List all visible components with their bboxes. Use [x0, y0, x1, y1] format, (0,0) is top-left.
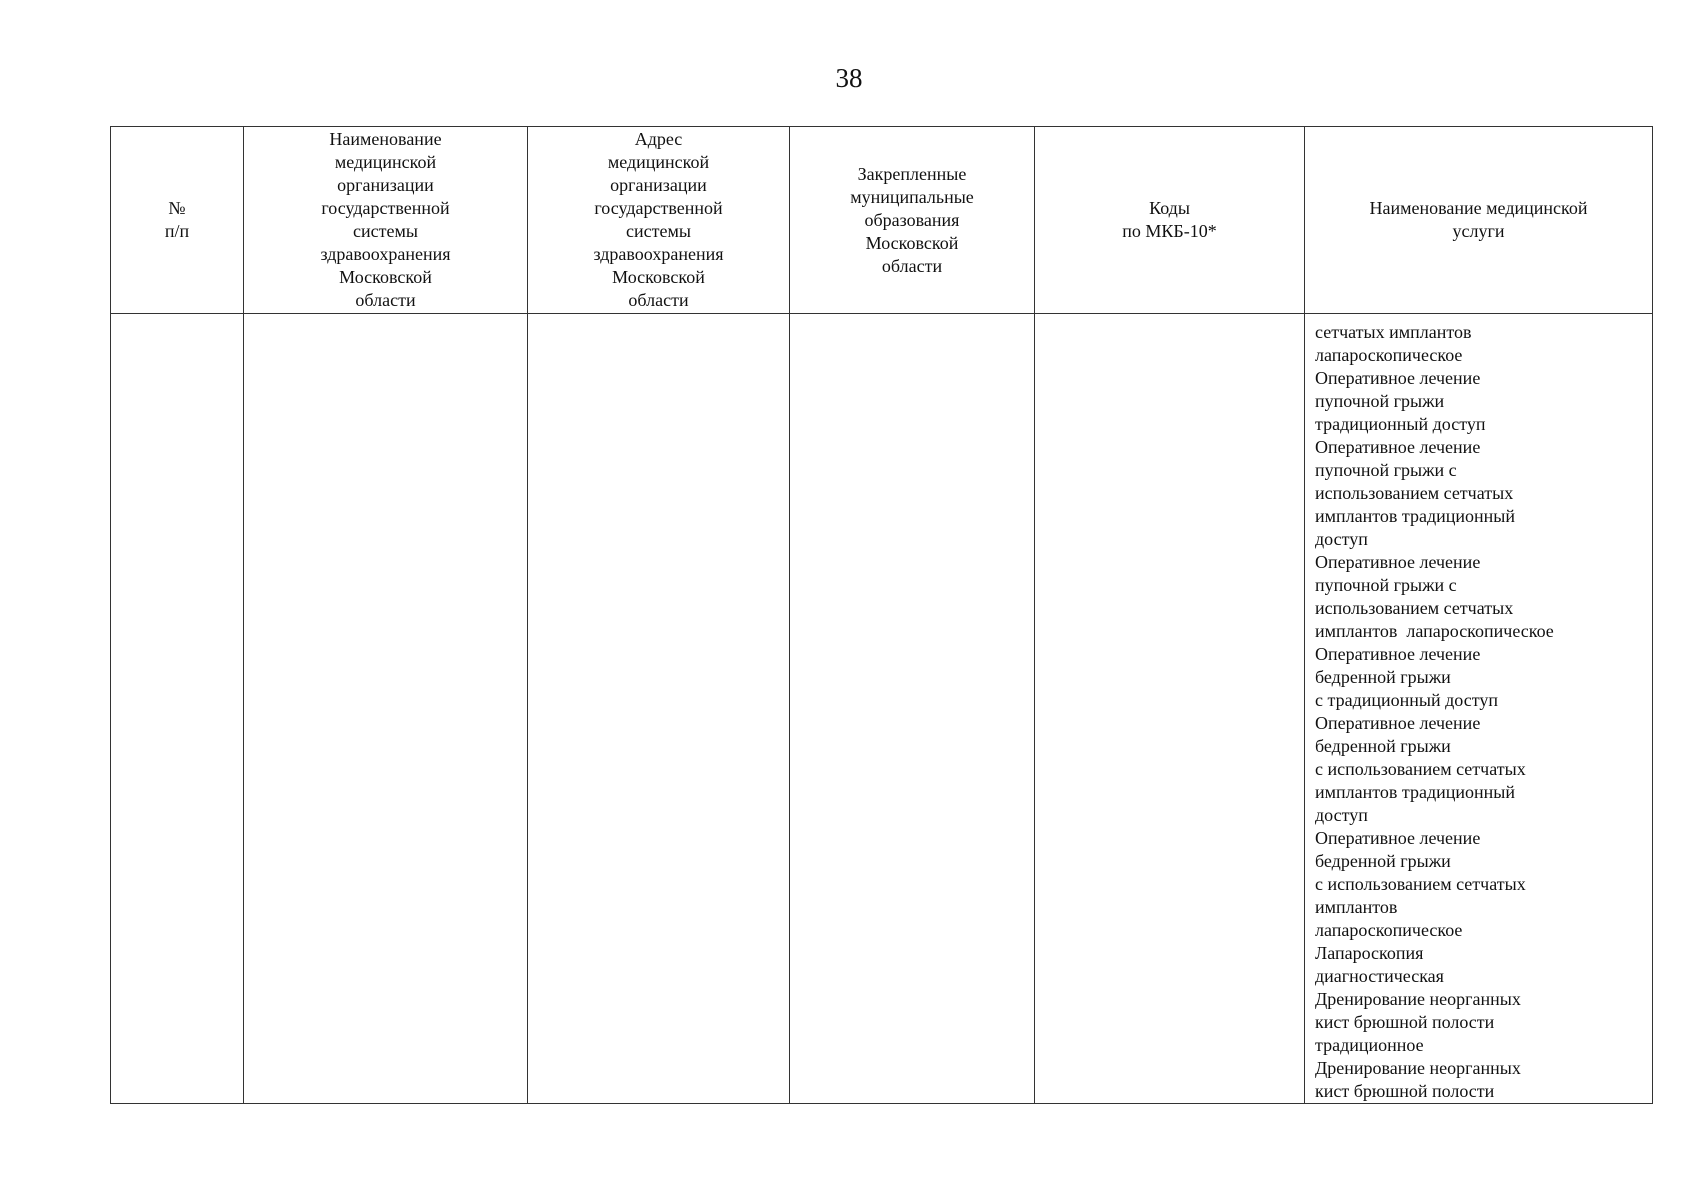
service-line: Оперативное лечение [1315, 437, 1481, 457]
service-line: традиционный доступ [1315, 414, 1486, 434]
service-line: диагностическая [1315, 966, 1444, 986]
service-line: с использованием сетчатых [1315, 874, 1526, 894]
table-row [111, 314, 1653, 1104]
services-table [110, 126, 1653, 1104]
service-line: кист брюшной полости [1315, 1012, 1495, 1032]
page-number: 38 [835, 63, 863, 93]
service-line: Оперативное лечение [1315, 552, 1481, 572]
service-line: лапароскопическое [1315, 920, 1463, 940]
service-line: Дренирование неорганных [1315, 989, 1521, 1009]
service-line: Лапароскопия [1315, 943, 1424, 963]
service-line: использованием сетчатых [1315, 598, 1514, 618]
service-line: кист брюшной полости [1315, 1081, 1495, 1101]
header-organization-name: Наименование медицинской организации государственной системы здравоохранения Московской области [244, 127, 528, 314]
header-number: № п/п [111, 127, 244, 314]
header-organization-address: Адрес медицинской организации государственной системы здравоохранения Московской области [528, 127, 790, 314]
header-municipalities: Закрепленные муниципальные образования Московской области [790, 127, 1035, 314]
service-line: Оперативное лечение [1315, 368, 1481, 388]
service-line: доступ [1315, 529, 1368, 549]
service-line: имплантов [1315, 897, 1398, 917]
header-icd-codes: Коды по МКБ-10* [1035, 127, 1305, 314]
service-line: с использованием сетчатых [1315, 759, 1526, 779]
service-line: имплантов лапароскопическое [1315, 621, 1554, 641]
cell-number [111, 314, 244, 1104]
service-line: традиционное [1315, 1035, 1424, 1055]
service-name-text [1305, 314, 1652, 1103]
service-line: сетчатых имплантов [1315, 322, 1472, 342]
cell-organization-name [244, 314, 528, 1104]
table-header-row [111, 127, 1653, 314]
service-line: пупочной грыжи с [1315, 460, 1457, 480]
service-line: имплантов традиционный [1315, 506, 1516, 526]
service-line: пупочной грыжи [1315, 391, 1445, 411]
service-line: Дренирование неорганных [1315, 1058, 1521, 1078]
service-line: Оперативное лечение [1315, 644, 1481, 664]
service-line: имплантов традиционный [1315, 782, 1516, 802]
service-line: пупочной грыжи с [1315, 575, 1457, 595]
header-service-name: Наименование медицинской услуги [1305, 127, 1653, 314]
service-line: бедренной грыжи [1315, 851, 1451, 871]
service-line: Оперативное лечение [1315, 713, 1481, 733]
service-line: бедренной грыжи [1315, 736, 1451, 756]
service-line: лапароскопическое [1315, 345, 1463, 365]
cell-icd-codes [1035, 314, 1305, 1104]
service-line: доступ [1315, 805, 1368, 825]
service-line: использованием сетчатых [1315, 483, 1514, 503]
cell-service-name [1305, 314, 1653, 1104]
service-line: бедренной грыжи [1315, 667, 1451, 687]
cell-organization-address [528, 314, 790, 1104]
service-line: Оперативное лечение [1315, 828, 1481, 848]
service-line: с традиционный доступ [1315, 690, 1498, 710]
cell-municipalities [790, 314, 1035, 1104]
